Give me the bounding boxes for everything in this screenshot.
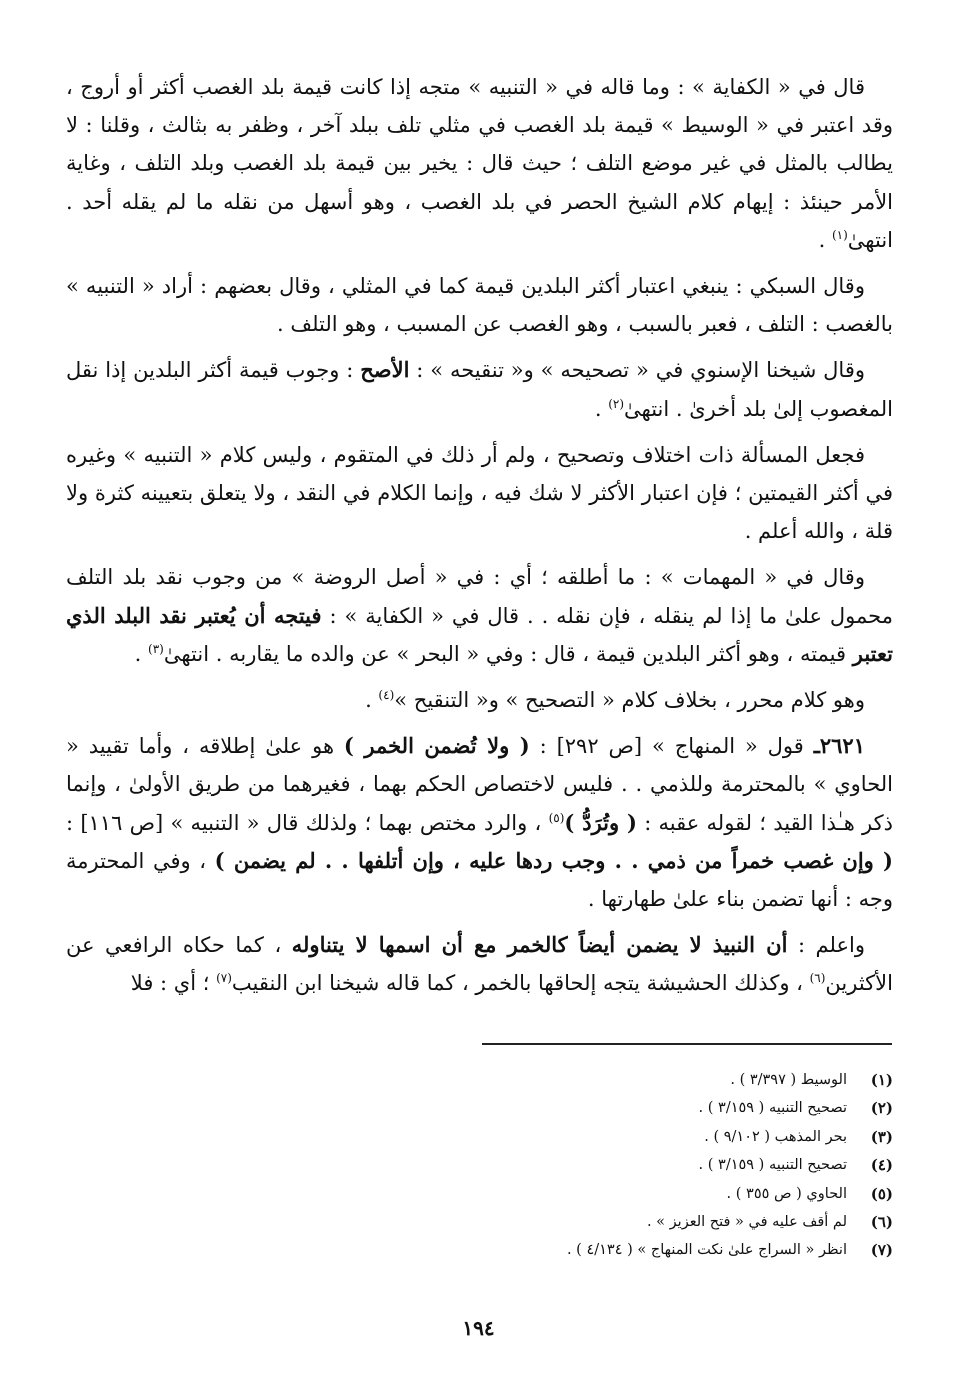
footnote-number: (٣)	[870, 1127, 893, 1146]
footnote-text: انظر « السراج علىٰ نكت المنهاج » ( ٤/١٣٤ ) .	[566, 1242, 847, 1259]
bold-text: ( وتُرَدُّ )	[564, 809, 637, 835]
paragraph	[66, 558, 893, 673]
text-run: .	[594, 396, 609, 421]
footnote-text: لم أقف عليه في « فتح العزيز » .	[646, 1214, 847, 1231]
footnote-ref: (١)	[831, 227, 848, 242]
footnote-text: بحر المذهب ( ٩/١٠٢ ) .	[704, 1128, 847, 1145]
footnote	[400, 1066, 893, 1094]
bold-text: الأصح	[360, 357, 410, 383]
footnote	[400, 1123, 893, 1151]
footnote	[400, 1180, 893, 1208]
footnote-separator	[482, 1043, 892, 1045]
text-run: ، وفي المحترمة وجه : أنها تضمن بناء علىٰ طهارتها .	[66, 848, 893, 912]
footnote	[400, 1094, 893, 1122]
footnote	[400, 1208, 893, 1236]
footnote-text: الحاوي ( ص ٣٥٥ ) .	[726, 1185, 847, 1202]
footnote-text: تصحيح التنبيه ( ٣/١٥٩ ) .	[698, 1100, 847, 1117]
text-run: : وجوب قيمة أكثر البلدين إذا نقل المغصوب إلىٰ بلد أخرىٰ . انتهىٰ	[66, 358, 893, 421]
text-run: قيمته ، وهو أكثر البلدين قيمة ، قال : وفي « البحر » عن والده ما يقاربه . انتهىٰ	[163, 641, 853, 666]
text-run: فجعل المسألة ذات اختلاف وتصحيح ، ولم أر ذلك في المتقوم ، وليس كلام « التنبيه » وغيره في أكثر القيمتين ؛ فإن اعتبار الأكثر لا شك فيه ، وإنما الكلام في النقد ، ولا يتعلق بتعيينه كثرة ولا قلة ، والله أعلم .	[66, 442, 893, 544]
bold-text: ( وإن غصب خمراً من ذمي . . وجب ردها عليه ، وإن أتلفها . . لم يضمن )	[214, 847, 893, 873]
paragraph	[66, 436, 893, 551]
footnote-number: (٢)	[870, 1099, 893, 1118]
text-run: قول « المنهاج » [ص ٢٩٢] :	[529, 734, 814, 759]
bold-text: فيتجه أن يُعتبر نقد البلد الذي تعتبر	[66, 602, 893, 666]
footnotes-list	[400, 1066, 893, 1265]
text-run: هو علىٰ إطلاقه ، وأما تقييد « الحاوي » بالمحترمة وللذمي . . فليس لاختصاص الحكم بهما ، فغيرهما من طريق الأولىٰ ، وإنما ذكر هـٰذا القيد ؛ لقوله عقبه :	[66, 734, 893, 835]
text-run: وهو كلام محرر ، بخلاف كلام « التصحيح » و« التنقيح »	[394, 688, 865, 713]
footnote-number: (٧)	[870, 1241, 893, 1260]
paragraph	[66, 267, 893, 343]
text-run: وقال شيخنا الإسنوي في « تصحيحه » و« تنقيحه » :	[409, 358, 866, 383]
text-run: ؛ أي : فلا	[130, 971, 217, 996]
paragraph	[66, 926, 893, 1002]
text-run: وقال في « المهمات » : ما أطلقه ؛ أي : في « أصل الروضة » من وجوب نقد بلد التلف محمول علىٰ ما إذا لم ينقله ، فإن نقله . . قال في « الكفاية » :	[66, 565, 893, 628]
bold-text: ( ولا تُضمن الخمر )	[343, 733, 530, 759]
footnote-number: (٦)	[870, 1213, 893, 1232]
footnote-ref: (٧)	[216, 971, 232, 986]
text-run: ، وكذلك الحشيشة يتجه إلحاقها بالخمر ، كما قاله شيخنا ابن النقيب	[231, 971, 810, 996]
text-run: واعلم :	[787, 933, 865, 958]
text-run: وقال السبكي : ينبغي اعتبار أكثر البلدين قيمة كما في المثلي ، وقال بعضهم : أراد « التنبيه » بالغصب : التلف ، فعبر بالسبب ، وهو الغصب عن المسبب ، وهو التلف .	[66, 274, 893, 337]
bold-text: أن النبيذ لا يضمن أيضاً كالخمر مع أن اسمها لا يتناوله	[291, 932, 788, 958]
text-run: ، والرد مختص بهما ؛ ولذلك قال « التنبيه » [ص ١١٦] :	[66, 810, 549, 835]
paragraph	[66, 351, 893, 427]
footnote-number: (٤)	[870, 1156, 893, 1175]
paragraph	[66, 727, 893, 918]
text-run: قال في « الكفاية » : وما قاله في « التنبيه » متجه إذا كانت قيمة بلد الغصب أكثر أو أروج ، وقد اعتبر في « الوسيط » قيمة بلد الغصب في مثلي تلف ببلد آخر ، وظفر به بثالث ، وقلنا : لا يطالب بالمثل في غير موضع التلف ؛ حيث قال : يخير بين قيمة بلد الغصب وبلد التلف ، وغاية الأمر حينئذ : إيهام كلام الشيخ الحصر في بلد الغصب ، وهو أسهل من نقله ما لم يقله أحد . انتهىٰ	[66, 75, 893, 252]
text-run: .	[818, 227, 832, 252]
footnote-ref: (٢)	[608, 396, 625, 411]
bold-text: ٢٦٢١ـ	[813, 733, 865, 759]
page-number: ١٩٤	[462, 1316, 495, 1340]
footnote-ref: (٣)	[148, 641, 164, 656]
footnote-ref: (٥)	[548, 810, 565, 825]
footnote-ref: (٦)	[809, 971, 826, 986]
footnote-ref: (٤)	[378, 688, 395, 703]
paragraph	[66, 681, 893, 719]
main-text	[66, 68, 893, 1003]
footnote-number: (٥)	[870, 1184, 893, 1203]
footnote	[400, 1151, 893, 1179]
footnote	[400, 1236, 893, 1264]
text-run: .	[134, 641, 149, 666]
footnote-number: (١)	[870, 1071, 893, 1089]
text-run: .	[365, 688, 379, 713]
footnote-text: الوسيط ( ٣/٣٩٧ ) .	[730, 1072, 847, 1088]
text-run: ، كما حكاه الرافعي عن الأكثرين	[66, 933, 893, 996]
paragraph	[66, 68, 893, 259]
footnote-text: تصحيح التنبيه ( ٣/١٥٩ ) .	[698, 1157, 847, 1174]
